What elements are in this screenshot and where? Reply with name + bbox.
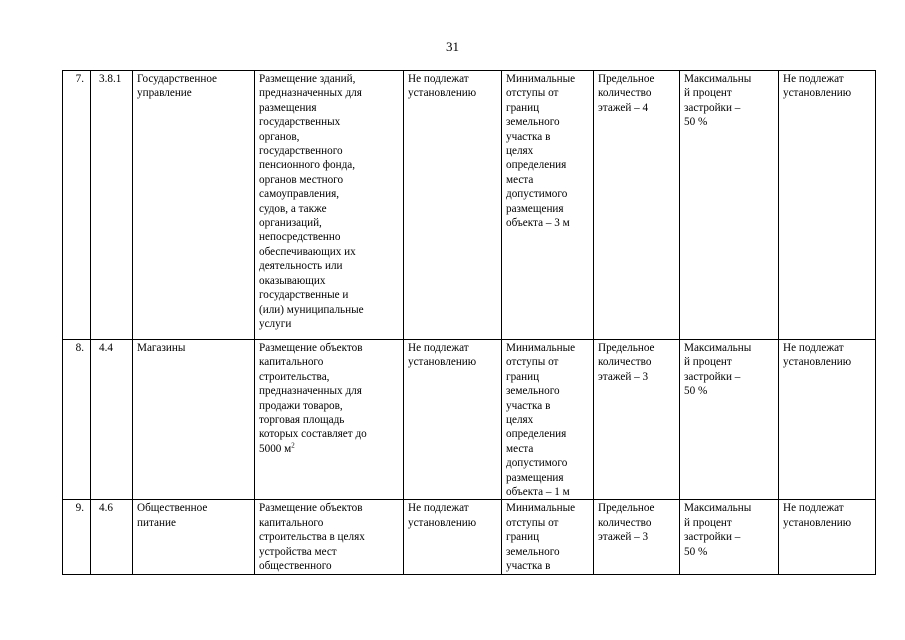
max-floors: Предельное количество этажей – 4: [594, 71, 680, 340]
use-name: Государственное управление: [133, 71, 255, 340]
minimum-setbacks: Минимальные отступы от границ земельного участка в целях определения места допустимого размещения объекта – 1 м: [502, 340, 594, 500]
minimum-setbacks: Минимальные отступы от границ земельного участка в целях определения места допустимого размещения объекта – 3 м: [502, 71, 594, 340]
superscript: 2: [291, 441, 295, 450]
use-name: Общественное питание: [133, 500, 255, 575]
plot-size-limits: Не подлежат установлению: [404, 500, 502, 575]
zoning-regulations-table: [62, 70, 876, 575]
use-description: Размещение зданий, предназначенных для размещения государственных органов, государственного пенсионного фонда, органов местного самоуправления, судов, а также организаций, непосредственно обеспечивающих их деятельность или оказывающих государственные и (или) муниципальные услуги: [255, 71, 404, 340]
use-name: Магазины: [133, 340, 255, 500]
max-coverage: Максимальны й процент застройки – 50 %: [680, 71, 779, 340]
max-coverage: Максимальны й процент застройки – 50 %: [680, 500, 779, 575]
other-parameters: Не подлежат установлению: [779, 340, 876, 500]
row-number: 8.: [63, 340, 91, 500]
use-code: 3.8.1: [91, 71, 133, 340]
plot-size-limits: Не подлежат установлению: [404, 340, 502, 500]
table-row: [63, 340, 876, 500]
max-coverage: Максимальны й процент застройки – 50 %: [680, 340, 779, 500]
max-floors: Предельное количество этажей – 3: [594, 340, 680, 500]
plot-size-limits: Не подлежат установлению: [404, 71, 502, 340]
minimum-setbacks: Минимальные отступы от границ земельного участка в: [502, 500, 594, 575]
table-row: [63, 500, 876, 575]
row-number: 9.: [63, 500, 91, 575]
other-parameters: Не подлежат установлению: [779, 71, 876, 340]
max-floors: Предельное количество этажей – 3: [594, 500, 680, 575]
table-row: [63, 71, 876, 340]
page-number: 31: [446, 39, 459, 54]
use-description: Размещение объектов капитального строительства, предназначенных для продажи товаров, торговая площадь которых составляет до 5000 $м^2$: [255, 340, 404, 500]
row-number: 7.: [63, 71, 91, 340]
use-code: 4.6: [91, 500, 133, 575]
use-description: Размещение объектов капитального строительства в целях устройства мест общественного: [255, 500, 404, 575]
other-parameters: Не подлежат установлению: [779, 500, 876, 575]
use-code: 4.4: [91, 340, 133, 500]
